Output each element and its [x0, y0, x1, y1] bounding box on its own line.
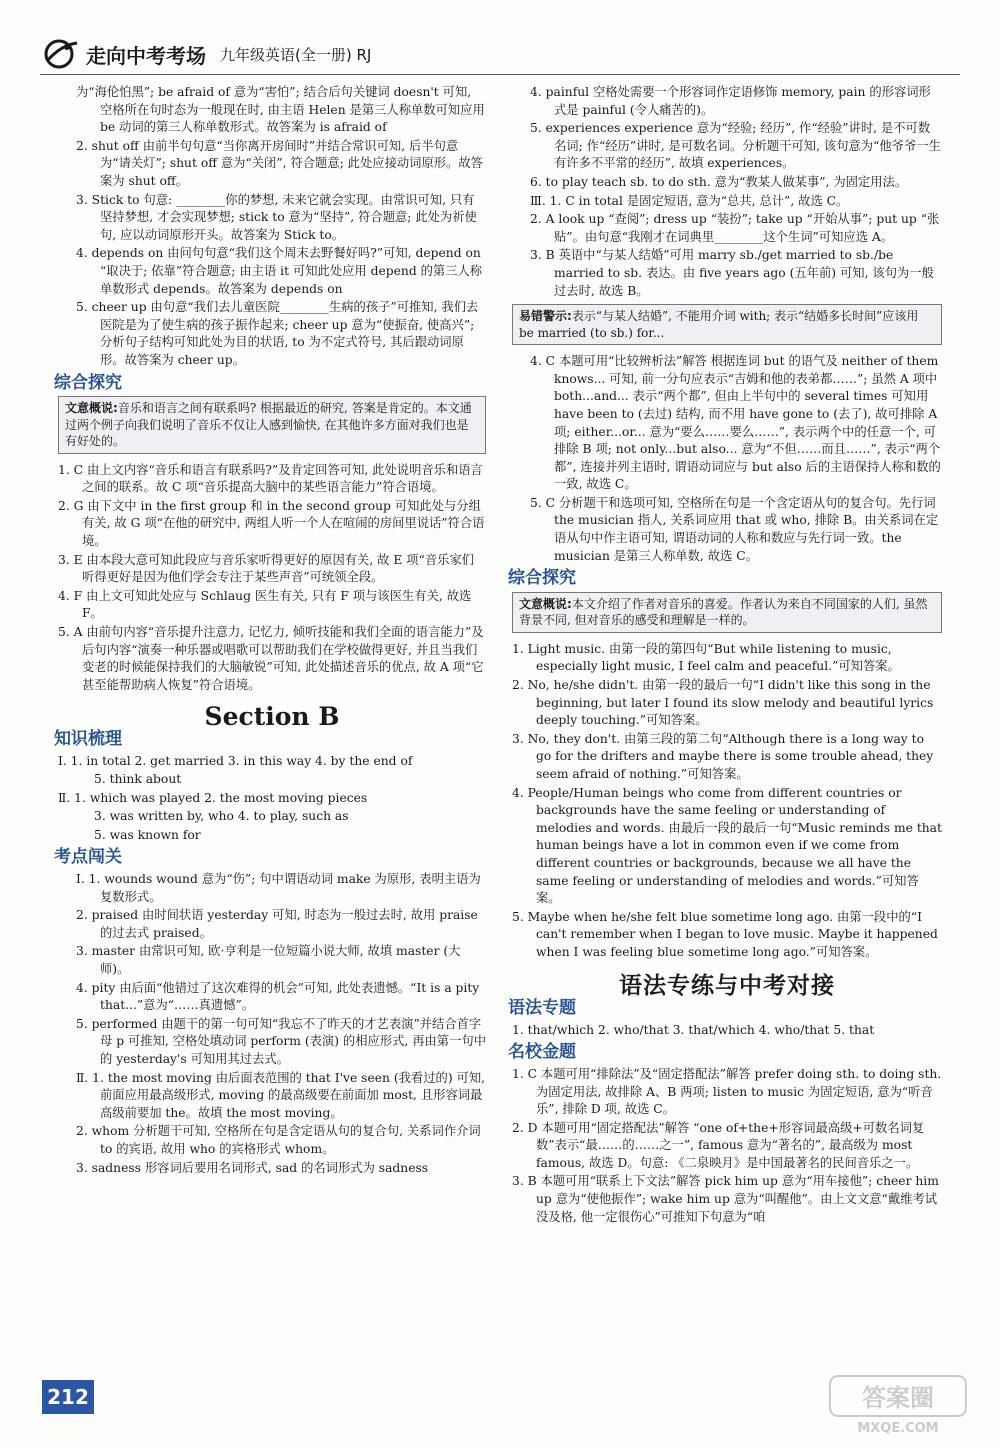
answer-item: 5. Maybe when he/she felt blue sometime long ago. 由第一段中的“I can't remember when I began to love music. Maybe it happened when I was feeling blue sometime long ago.”可知答案。	[512, 909, 938, 959]
answer-item: 3. B 英语中“与某人结婚”可用 marry sb./get married to sb./be married to sb. 表达。由 five years ago (五年前) 可知, 该句为一般过去时, 故选 B。	[530, 248, 934, 298]
answer-item: Ⅲ. 1. C in total 是固定短语, 意为“总共, 总计”, 故选 C。	[530, 193, 849, 208]
left-column	[54, 84, 486, 1178]
answer-item: 2. No, he/she didn't. 由第一段的最后一句“I didn't like this song in the beginning, but later I found its slow melody and beautiful lyrics deeply touching.”可知答案。	[512, 678, 934, 728]
list-line: 5. think about	[94, 772, 182, 787]
section-heading: 综合探究	[54, 372, 122, 393]
book-brand: 走向中考考场	[86, 43, 206, 68]
section-heading: 名校金题	[508, 1042, 576, 1063]
answer-item: 5. experiences experience 意为“经验; 经历”, 作“经验”讲时, 是不可数名词; 作“经历”讲时, 是可数名词。分析题干可知, 该句意为“他爷爷一生有许多不平常的经历”, 故填 experiences。	[530, 121, 941, 171]
answer-item: 4. People/Human beings who come from different countries or backgrounds have the same feeling or understanding of melodies and words. 由最后一段的最后一句“Music reminds me that human beings have a lot in common even if we come from different countries or backgrounds, because we all have the same feeling or understanding of melodies and words.”可知答案。	[512, 785, 942, 906]
answer-item: 4. depends on 由问句句意“我们这个周末去野餐好吗?”可知, depend on “取决于; 依靠”符合题意; 由主语 it 可知此处应用 depend 的第三人称单数形式 depends。故答案为 depends on	[76, 246, 483, 296]
answer-item: 3. No, they don't. 由第三段的第二句“Although there is a long way to go for the drifters and maybe there is some trouble ahead, they seem afraid of nothing.”可知答案。	[512, 731, 934, 781]
answer-item: 2. D 本题可用“固定搭配法”解答 “one of+the+形容词最高级+可数名词复数”表示“最……的……之一”, famous 意为“著名的”, 最高级为 most famous, 故选 D。句意: 《二泉映月》是中国最著名的民间音乐之一。	[512, 1120, 925, 1170]
answer-item: 4. painful 空格处需要一个形容词作定语修饰 memory, pain 的形容词形式是 painful (令人痛苦的)。	[530, 85, 931, 117]
header-divider	[40, 74, 960, 75]
paragraph: 为“海伦怕黑”; be afraid of 意为“害怕”; 结合后句关键词 doesn't 可知, 空格所在句时态为一般现在时, 由主语 Helen 是第三人称单数可知应用 be 动词的第三人称单数形式。故答案为 is afraid of	[76, 85, 485, 135]
answer-item: 5. performed 由题干的第一句可知“我忘不了昨天的才艺表演”并结合首字母 p 可推知, 空格处填动词 perform (表演) 的相应形式, 再由第一句中的 yesterday's 可知用其过去式。	[76, 1016, 486, 1066]
answer-item: 5. cheer up 由句意“我们去儿童医院________生病的孩子”可推知, 我们去医院是为了使生病的孩子振作起来; cheer up 意为“使振奋, 使高兴”; 分析句子结构可知此处为目的状语, to 为不定式符号, 其后跟动词原形。故答案为 cheer up。	[76, 300, 479, 367]
answer-item: 1. C 本题可用“排除法”及“固定搭配法”解答 prefer doing sth. to doing sth. 为固定用法, 故排除 A、B 两项; listen to music 为固定短语, 意为“听音乐”, 排除 D 项, 故选 C。	[512, 1066, 942, 1117]
warning-box	[512, 304, 942, 345]
answer-item: 1. C 由上文内容“音乐和语言有联系吗?”及肯定回答可知, 此处说明音乐和语言之间的联系。故 C 项“音乐提高大脑中的某些语言能力”符合语境。	[58, 462, 483, 495]
list-line: 3. was written by, who 4. to play, such as	[94, 809, 349, 824]
answer-item: 4. F 由上文可知此处应与 Schlaug 医生有关, 只有 F 项与该医生有关, 故选 F。	[58, 588, 472, 621]
book-subtitle: 九年级英语(全一册) RJ	[220, 45, 372, 64]
section-b-title: Section B	[204, 702, 340, 732]
answer-item: 2. praised 由时间状语 yesterday 可知, 时态为一般过去时, 故用 praise 的过去式 praised。	[76, 908, 478, 940]
answer-item: 3. Stick to 句意: ________你的梦想, 未来它就会实现。由常识可知, 只有坚持梦想, 才会实现梦想; stick to 意为“坚持”, 符合题意; 此处为祈使句, 应以动词原形开头。故答案为 Stick to。	[76, 192, 477, 242]
page-header	[40, 34, 960, 74]
summary-box	[512, 592, 942, 633]
answer-item: 6. to play teach sb. to do sth. 意为“教某人做某事”, 为固定用法。	[530, 174, 908, 189]
list-line: 5. was known for	[94, 827, 201, 842]
watermark-logo	[828, 1374, 968, 1436]
section-heading: 综合探究	[508, 568, 576, 589]
summary-box	[58, 396, 486, 454]
answer-item: 2. A look up “查阅”; dress up “装扮”; take up “开始从事”; put up “张贴”。由句意“我刚才在词典里________这个生词”可知应选 A。	[530, 212, 940, 244]
section-heading: 知识梳理	[54, 728, 122, 749]
section-heading: 考点闯关	[54, 847, 122, 868]
list-line: Ⅱ. 1. which was played 2. the most moving pieces	[58, 790, 368, 805]
summary-text: 本文介绍了作者对音乐的喜爱。作者认为来自不同国家的人们, 虽然背景不同, 但对音乐的感受和理解是一样的。	[519, 596, 928, 628]
summary-label: 文意概说:	[519, 596, 572, 611]
answer-item: 3. E 由本段大意可知此段应与音乐家听得更好的原因有关, 故 E 项“音乐家们听得更好是因为他们学会专注于某些声音”可统领全段。	[58, 552, 475, 585]
grammar-answers: 1. that/which 2. who/that 3. that/which 4. who/that 5. that	[512, 1022, 875, 1037]
right-column	[508, 84, 942, 1227]
page-number: 212	[42, 1380, 94, 1414]
warning-text: 表示“与某人结婚”, 不能用介词 with; 表示“结婚多长时间”应该用 be married (to sb.) for...	[519, 309, 919, 340]
summary-label: 文意概说:	[65, 401, 118, 416]
answer-item: 3. sadness 形容词后要用名词形式, sad 的名词形式为 sadness	[76, 1160, 429, 1175]
answer-item: 3. B 本题可用“联系上下文法”解答 pick him up 意为“用车接他”; cheer him up 意为“使他振作”; wake him up 意为“叫醒他”。由上文文意“戴维考试没及格, 他一定很伤心”可推知下句意为“咱	[512, 1174, 939, 1224]
list-line: Ⅰ. 1. in total 2. get married 3. in this way 4. by the end of	[58, 753, 413, 768]
answer-item: 2. shut off 由前半句句意“当你离开房间时”并结合常识可知, 后半句意为“请关灯”; shut off 意为“关闭”, 符合题意; 此处应接动词原形。故答案为 shut off。	[76, 138, 483, 188]
answer-item: 2. G 由下文中 in the first group 和 in the second group 可知此处与分组有关, 故 G 项“在他的研究中, 两组人听一个人在喧闹的房间里说话”符合语境。	[58, 498, 485, 548]
watermark-title: 答案圈	[862, 1384, 934, 1412]
warning-label: 易错警示:	[519, 309, 572, 324]
answer-item: 4. C 本题可用“比较辨析法”解答 根据连词 but 的语气及 neither of them knows... 可知, 前一分句应表示“吉姆和他的表弟都……”; 虽然 A 项中 both...and... 表示“两个都”, 但由上半句中的 several times 可知用 have been to (去过) 结构, 而不用 have gone to (去了), 故可排除 A 项; either...or... 意为“要么……要么……”, 表示两个中的任意一个, 可排除 B 项; not only...but also... 意为“不但……而且……”, 表示“两个都”, 连接并列主语时, 谓语动词应与 but also 后的主语保持人称和数的一致, 故选 C。	[530, 354, 941, 492]
watermark-url: MXQE.COM	[857, 1421, 939, 1436]
answer-item: Ⅰ. 1. wounds wound 意为“伤”; 句中谓语动词 make 为原形, 表明主语为复数形式。	[76, 872, 481, 904]
summary-text: 音乐和语言之间有联系吗? 根据最近的研究, 答案是肯定的。本文通过两个例子向我们说明了音乐不仅让人感到愉快, 在其他许多方面对我们也是有好处的。	[65, 401, 472, 449]
chapter-title: 语法专练与中考对接	[619, 972, 835, 999]
answer-item: 4. pity 由后面“他错过了这次难得的机会”可知, 此处表遗憾。“It is a pity that...”意为“……真遗憾”。	[76, 980, 480, 1013]
answer-item: 5. C 分析题干和选项可知, 空格所在句是一个含定语从句的复合句。先行词 the musician 指人, 关系词应用 that 或 who, 排除 B。由关系词在定语从句中作主语可知, 谓语动词的人称和数应与先行词一致。the musician 是第三人称单数, 故选 C。	[530, 495, 939, 563]
logo-icon	[40, 36, 80, 72]
answer-item: 3. master 由常识可知, 欧·亨利是一位短篇小说大师, 故填 master (大师)。	[76, 944, 461, 977]
answer-item: 1. Light music. 由第一段的第四句“But while listening to music, especially light music, I feel calm and peaceful.”可知答案。	[512, 641, 900, 674]
section-heading: 语法专题	[508, 998, 576, 1019]
answer-item: Ⅱ. 1. the most moving 由后面表范围的 that I've seen (我看过的) 可知, 前面应用最高级形式, moving 的最高级要在前面加 most, 且形容词最高级前要加 the。故填 the most moving。	[76, 1070, 486, 1120]
answer-item: 5. A 由前句内容“音乐提升注意力, 记忆力, 倾听技能和我们全面的语言能力”及后句内容“演奏一种乐器或唱歌可以帮助我们在学校做得更好, 并且当我们变老的时候能保持我们的大脑敏锐”可知, 此处描述音乐的优点, 故 A 项“它甚至能帮助病人恢复”符合语境。	[58, 624, 484, 692]
answer-item: 2. whom 分析题干可知, 空格所在句是含定语从句的复合句, 关系词作介词 to 的宾语, 故用 who 的宾格形式 whom。	[76, 1124, 481, 1156]
